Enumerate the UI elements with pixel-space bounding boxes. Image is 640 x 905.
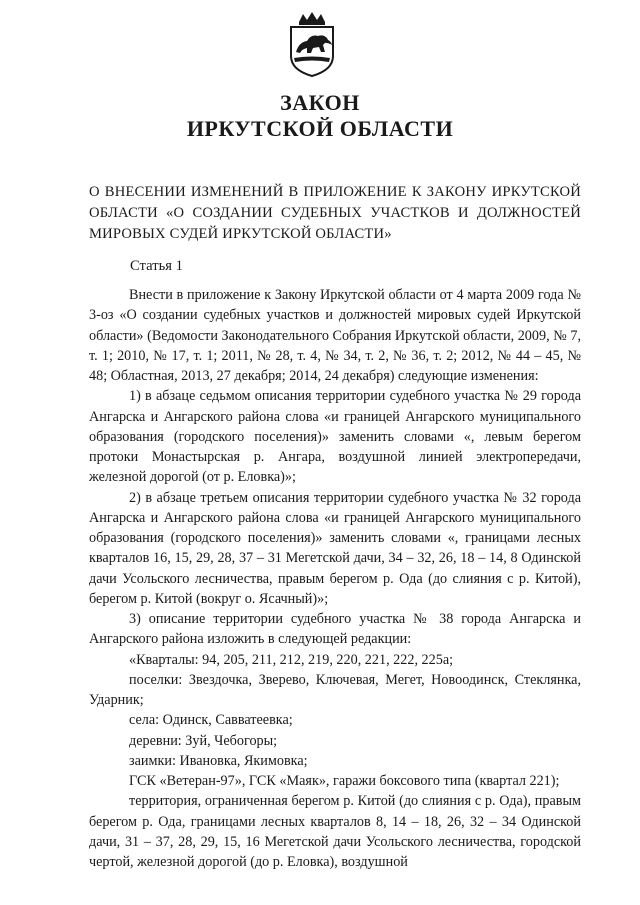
paragraph-villages: села: Одинск, Савватеевка;: [129, 712, 293, 729]
law-title: ЗАКОН: [280, 90, 360, 115]
paragraph-hamlets: деревни: Зуй, Чебогоры;: [129, 732, 278, 749]
paragraph-item-3: 3) описание территории судебного участка № 38 города Ангарска и Ангарского района изложить в следующей редакции:: [89, 611, 581, 648]
paragraph-intro: Внести в приложение к Закону Иркутской области от 4 марта 2009 года № 3-оз «О создании судебных участков и должностей мировых судей Иркутской области» (Ведомости Законодательного Собрания Иркутской области, 2009, № 7, т. 1; 2010, № 17, т. 1; 2011, № 28, т. 4, № 34, т. 2, № 36, т. 2; 2012, № 44 – 45, № 48; Областная, 2013, 27 декабря; 2014, 24 декабря) следующие изменения:: [89, 287, 581, 384]
paragraph-farmsteads: заимки: Ивановка, Якимовка;: [129, 752, 308, 769]
paragraph-garages: ГСК «Ветеран-97», ГСК «Маяк», гаражи боксового типа (квартал 221);: [129, 773, 560, 789]
paragraph-settlements: поселки: Звездочка, Зверево, Ключевая, Мегет, Новоодинск, Стеклянка, Ударник;: [89, 671, 581, 708]
paragraph-item-2: 2) в абзаце третьем описания территории судебного участка № 32 города Ангарска и Ангарского района слова «и границей Ангарского муниципального образования (городского поселения)» заменить словами «, границами лесных кварталов 16, 15, 29, 28, 37 – 31 Мегетской дачи, 34 – 32, 26, 18 – 14, 8 Одинской дачи Усольского лесничества, правым берегом р. Ода (до слияния с р. Китой), берегом р. Китой (вокруг о. Ясачный)»;: [89, 489, 581, 607]
paragraph-item-1: 1) в абзаце седьмом описания территории судебного участка № 29 города Ангарска и Ангарского района слова «и границей Ангарского муниципального образования (городского поселения)» заменить словами «, левым берегом протоки Монастырская р. Ангара, воздушной линией электропередачи, железной дорогой (от р. Еловка)»;: [89, 388, 581, 486]
irkutsk-coat-of-arms-icon: [285, 12, 339, 78]
article-heading: Статья 1: [130, 258, 183, 274]
region-title: ИРКУТСКОЙ ОБЛАСТИ: [186, 116, 454, 141]
paragraph-territory: территория, ограниченная берегом р. Китой (до слияния с р. Ода), правым берегом р. Ода, границами лесных кварталов 8, 14 – 18, 26, 32 – 34 Одинской дачи, 31 – 37, 28, 29, 15, 16 Мегетской дачи Усольского лесничества, городской чертой, железной дорогой (до р. Еловка), воздушной: [89, 793, 581, 870]
paragraph-quarters: «Кварталы: 94, 205, 211, 212, 219, 220, 221, 222, 225а;: [129, 651, 454, 668]
law-subtitle: О ВНЕСЕНИИ ИЗМЕНЕНИЙ В ПРИЛОЖЕНИЕ К ЗАКОНУ ИРКУТСКОЙ ОБЛАСТИ «О СОЗДАНИИ СУДЕБНЫХ УЧАСТКОВ И ДОЛЖНОСТЕЙ МИРОВЫХ СУДЕЙ ИРКУТСКОЙ ОБЛАСТИ»: [89, 184, 581, 242]
article-body: [89, 285, 581, 872]
